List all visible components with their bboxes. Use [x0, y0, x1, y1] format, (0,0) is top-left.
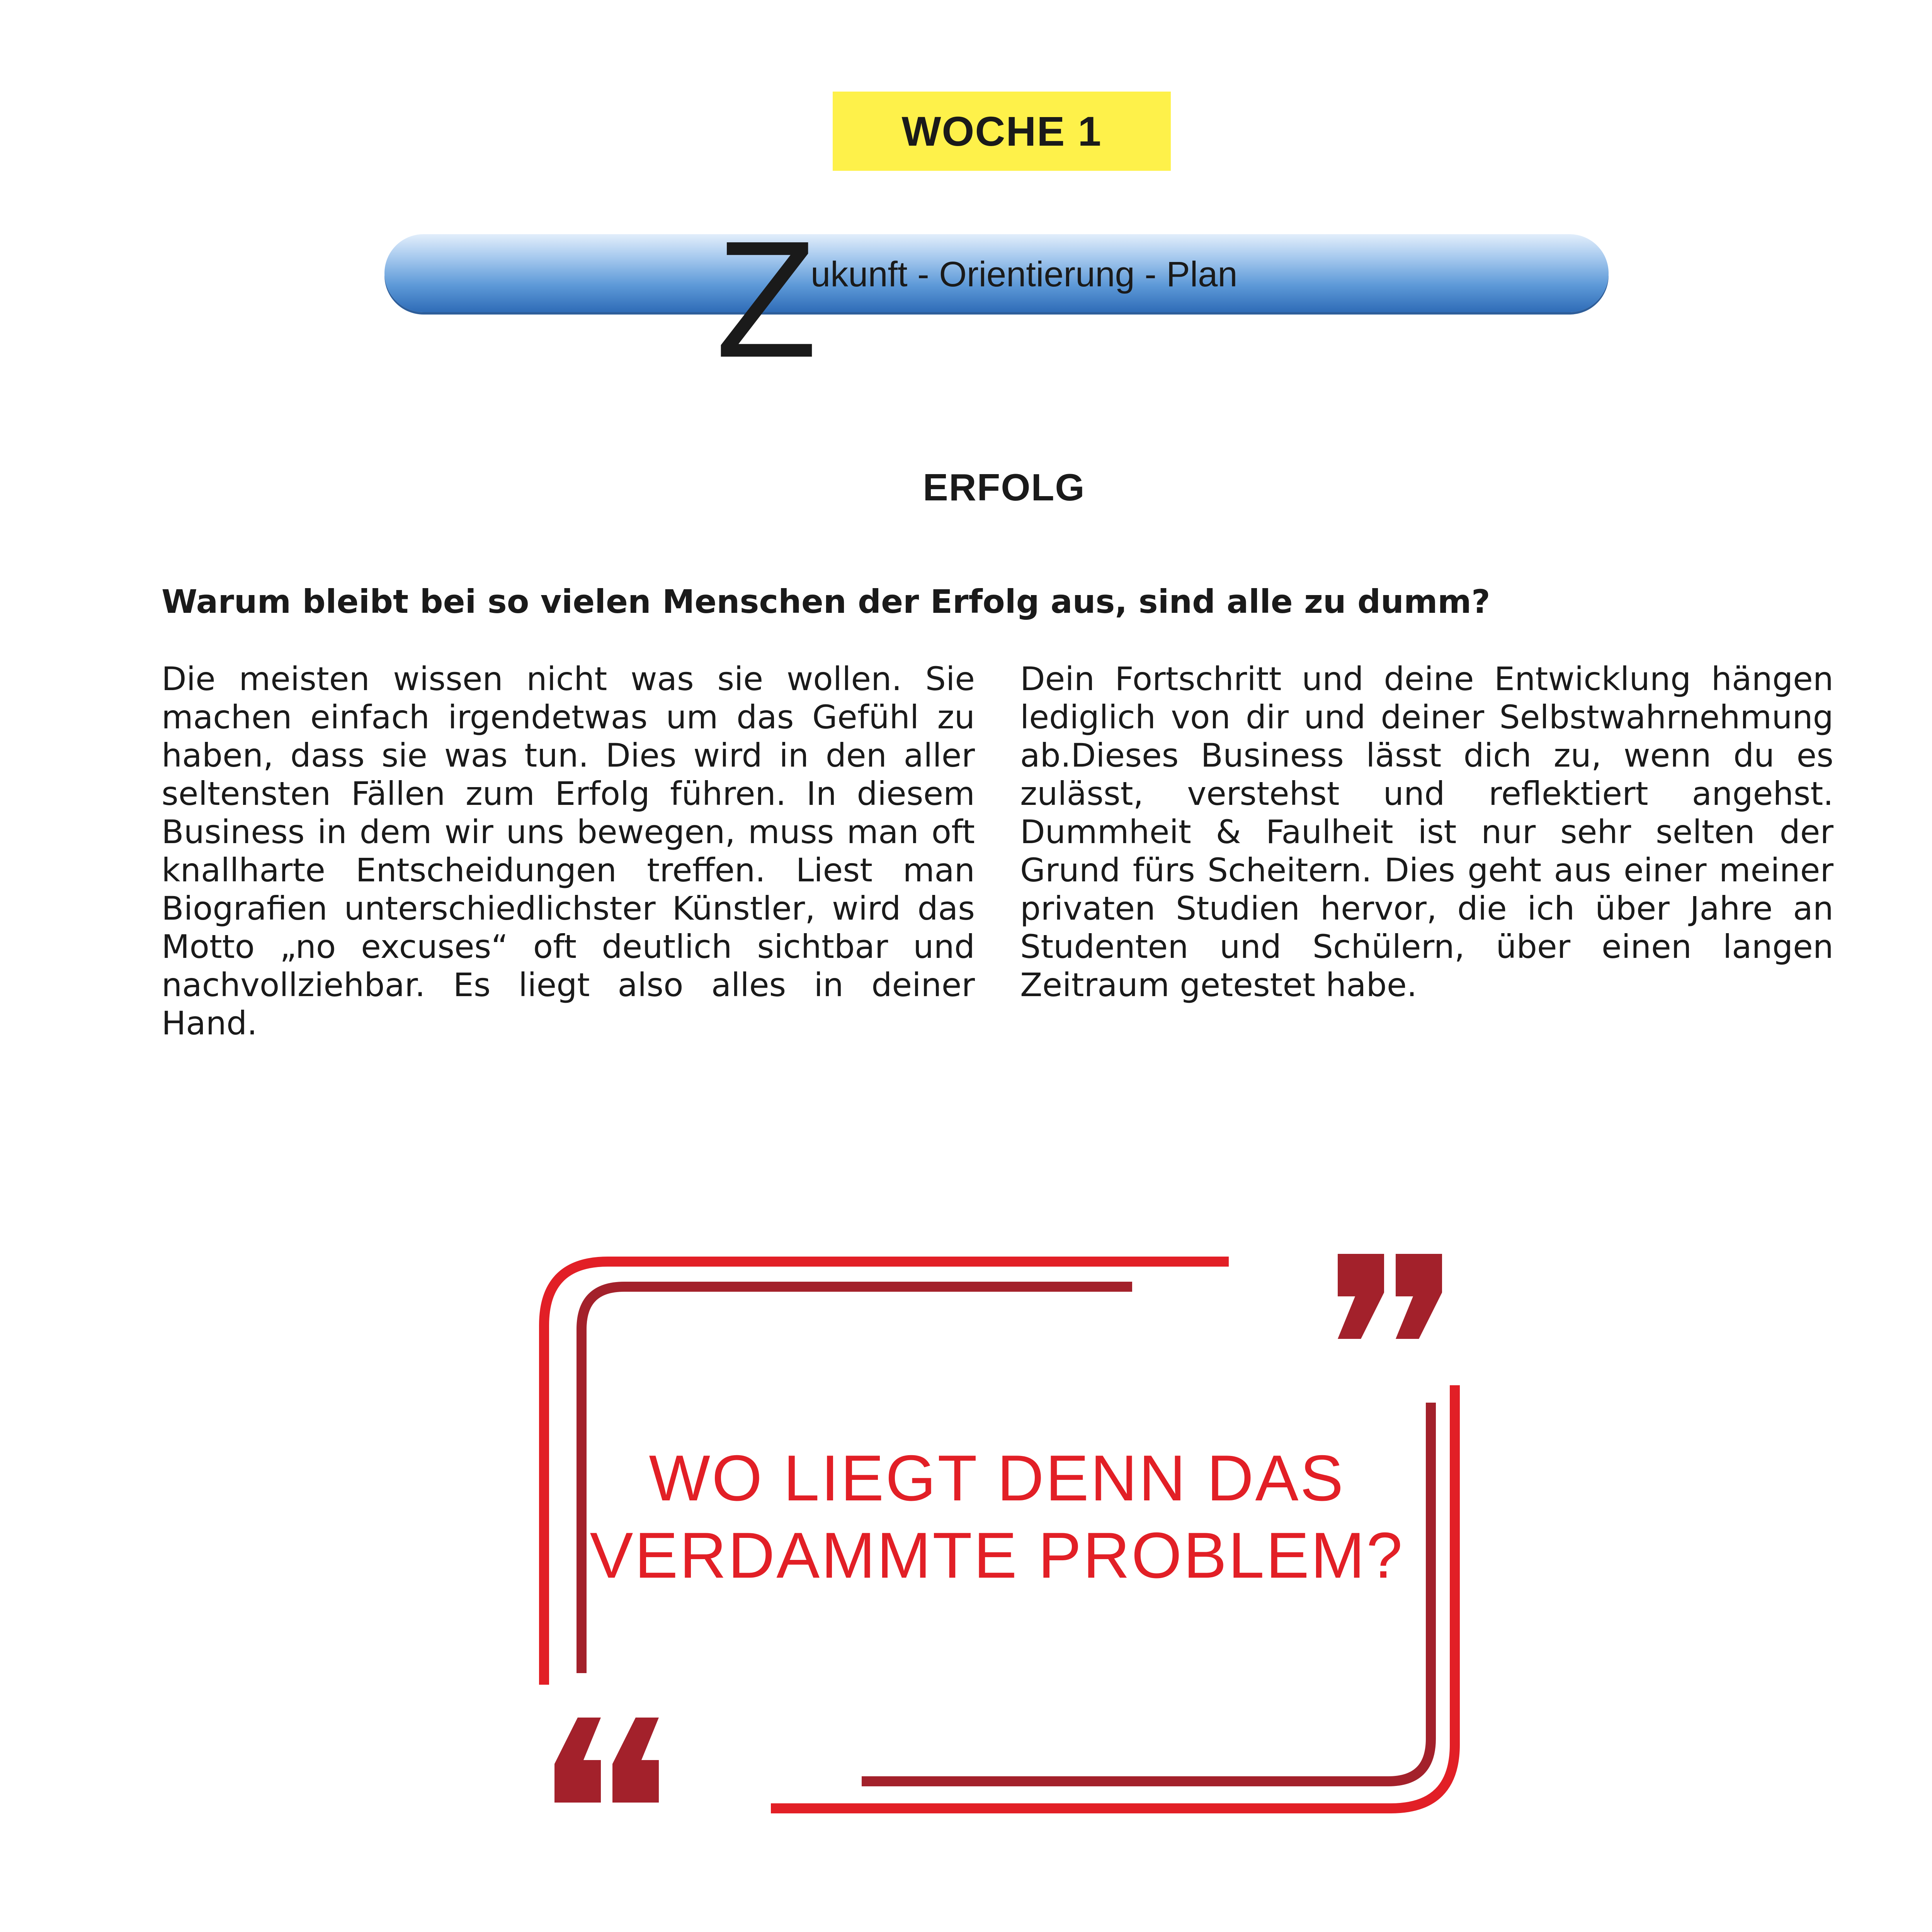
subtitle-initial: Z — [716, 207, 817, 392]
quote-line-1: WO LIEGT DENN DAS — [649, 1442, 1345, 1514]
closing-quote-icon — [1338, 1254, 1442, 1339]
left-column-text: Die meisten wissen nicht was sie wollen. Sie machen einfach irgendetwas um das Gefühl zu haben, dass sie was tun. Dies wird in den aller seltensten Fällen zum Erfolg führen. In diesem Business in dem wir uns bewegen, muss man oft knallharte Entscheidungen treffen. Liest man Biografien unterschiedlichster Künstler, wird das Motto „no excuses“ oft deutlich sichtbar und nachvollziehbar. Es liegt also alles in deiner Hand. — [162, 660, 975, 1042]
quote-text — [502, 1439, 1492, 1594]
section-title: ERFOLG — [923, 466, 1085, 509]
right-column-text: Dein Fortschritt und deine Entwicklung hängen lediglich von dir und deiner Selbstwahrnehmung ab.Dieses Business lässt dich zu, wenn du es zulässt, verstehst und reflektiert angehst. Dummheit & Faulheit ist nur sehr selten der Grund fürs Scheitern. Dies geht aus einer meiner privaten Studien hervor, die ich über Jahre an Studenten und Schülern, über einen langen Zeitraum getestet habe. — [1020, 660, 1833, 1004]
opening-quote-icon — [554, 1718, 659, 1803]
week-label: WOCHE 1 — [901, 108, 1102, 155]
quote-line-2: VERDAMMTE PROBLEM? — [590, 1519, 1404, 1592]
subtitle-text: ukunft - Orientierung - Plan — [811, 255, 1238, 294]
section-question: Warum bleibt bei so vielen Menschen der Erfolg aus, sind alle zu dumm? — [162, 583, 1490, 621]
